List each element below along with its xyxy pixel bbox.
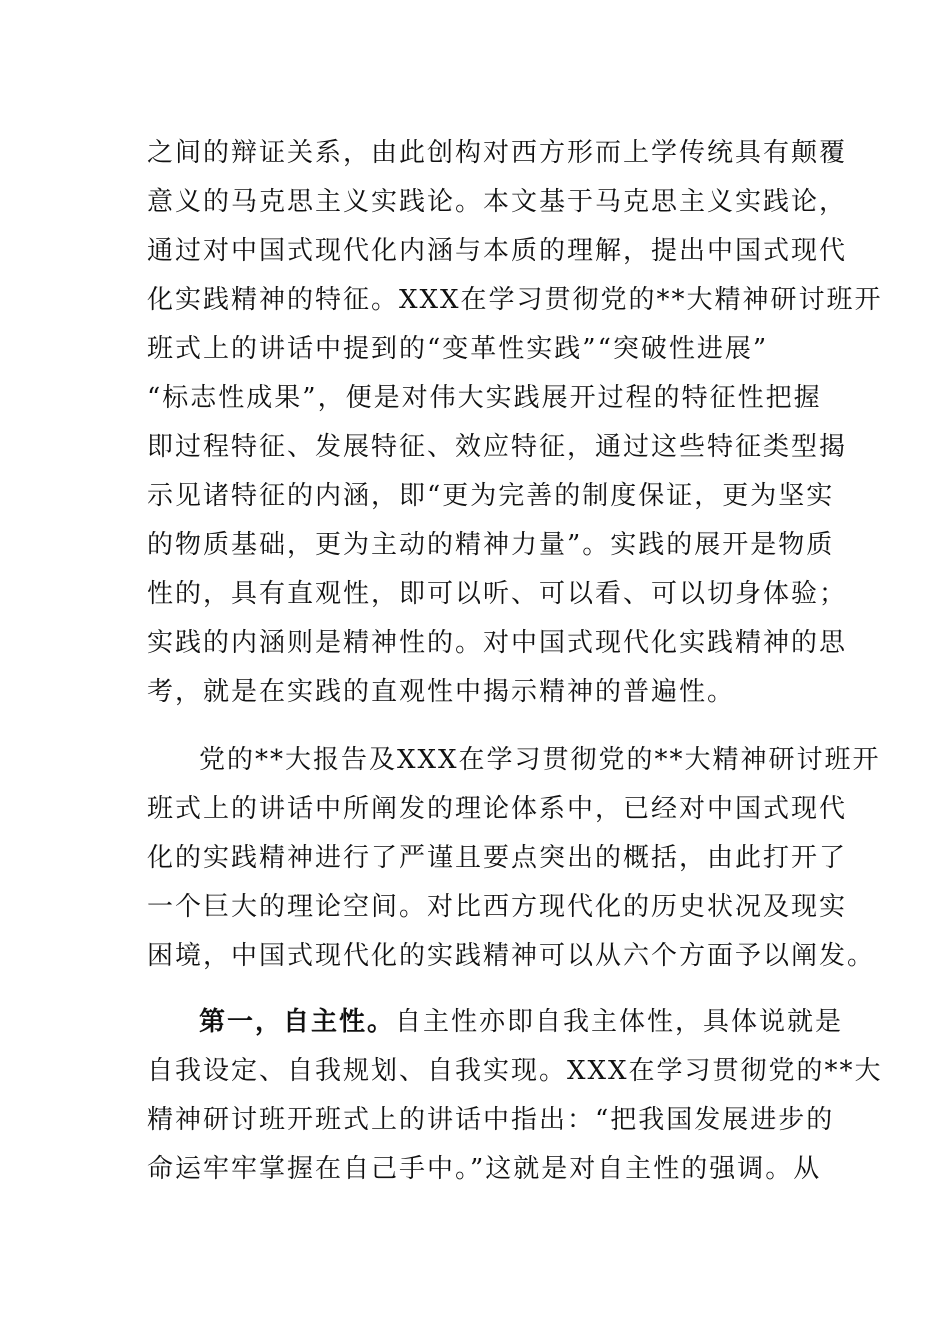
text-line: 之间的辩证关系，由此创构对西方形而上学传统具有颠覆 bbox=[147, 138, 848, 168]
text-line: 一个巨大的理论空间。对比西方现代化的历史状况及现实 bbox=[147, 892, 848, 922]
text-run: 自主性亦即自我主体性，具体说就是 bbox=[395, 1007, 844, 1037]
text-line: 实践的内涵则是精神性的。对中国式现代化实践精神的思 bbox=[147, 628, 848, 658]
text-line: 化实践精神的特征。XXX在学习贯彻党的**大精神研讨班开 bbox=[147, 285, 883, 315]
text-line: 命运牢牢掌握在自己手中。”这就是对自主性的强调。从 bbox=[147, 1154, 822, 1184]
text-line: 的物质基础，更为主动的精神力量”。实践的展开是物质 bbox=[147, 530, 835, 560]
text-line: 化的实践精神进行了严谨且要点突出的概括，由此打开了 bbox=[147, 843, 848, 873]
text-line: 班式上的讲话中所阐发的理论体系中，已经对中国式现代 bbox=[147, 794, 848, 824]
text-line: 精神研讨班开班式上的讲话中指出：“把我国发展进步的 bbox=[147, 1105, 835, 1135]
text-line: 意义的马克思主义实践论。本文基于马克思主义实践论， bbox=[147, 187, 848, 217]
text-line: 示见诸特征的内涵，即“更为完善的制度保证，更为坚实 bbox=[147, 481, 835, 511]
text-line: 性的，具有直观性，即可以听、可以看、可以切身体验； bbox=[147, 579, 848, 609]
text-line: 党的**大报告及XXX在学习贯彻党的**大精神研讨班开 bbox=[199, 745, 881, 775]
text-line: 即过程特征、发展特征、效应特征，通过这些特征类型揭 bbox=[147, 432, 848, 462]
text-line: 通过对中国式现代化内涵与本质的理解，提出中国式现代 bbox=[147, 236, 848, 266]
text-line: 考，就是在实践的直观性中揭示精神的普遍性。 bbox=[147, 677, 736, 707]
text-line: “标志性成果”，便是对伟大实践展开过程的特征性把握 bbox=[147, 383, 822, 413]
text-line: 自我设定、自我规划、自我实现。XXX在学习贯彻党的**大 bbox=[147, 1056, 883, 1086]
text-line: 困境，中国式现代化的实践精神可以从六个方面予以阐发。 bbox=[147, 941, 876, 971]
text-line bbox=[199, 1002, 843, 1042]
section-heading: 第一，自主性。 bbox=[199, 1007, 396, 1037]
text-line: 班式上的讲话中提到的“变革性实践”“突破性进展” bbox=[147, 334, 769, 364]
